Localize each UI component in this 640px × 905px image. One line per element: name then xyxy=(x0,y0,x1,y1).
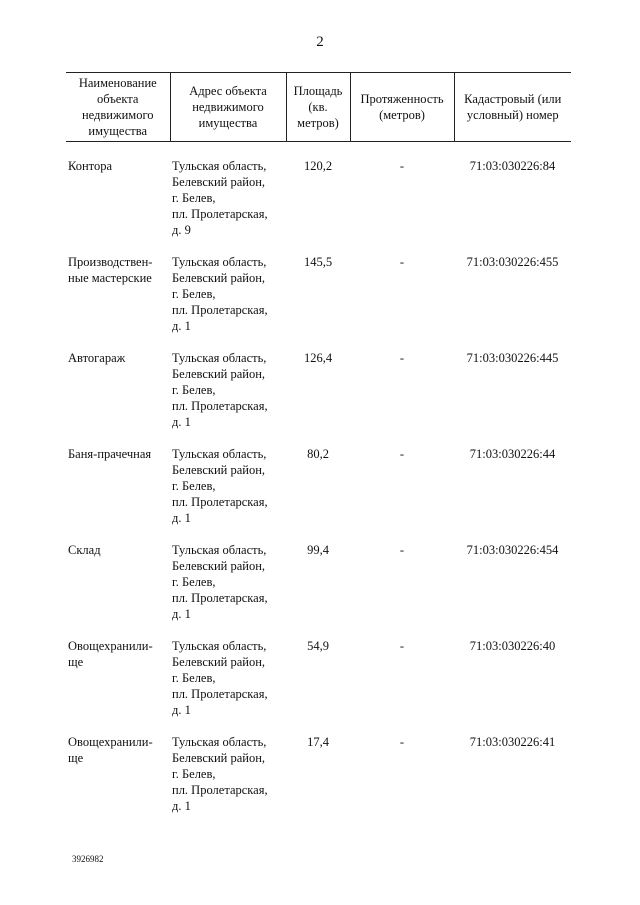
address-line: Белевский район, xyxy=(172,559,266,573)
cell-address xyxy=(170,446,286,542)
cell-name xyxy=(66,446,170,542)
address-line: г. Белев, xyxy=(172,191,216,205)
cell-area: 126,4 xyxy=(303,351,333,365)
cell-cadastral: 71:03:030226:455 xyxy=(466,255,559,269)
header-length: Протяженность (метров) xyxy=(350,73,454,142)
cell-name xyxy=(66,254,170,350)
address-line: г. Белев, xyxy=(172,479,216,493)
cell-address xyxy=(170,254,286,350)
cell-address xyxy=(170,638,286,734)
address-line: Белевский район, xyxy=(172,655,266,669)
address-line: д. 1 xyxy=(172,607,191,621)
name-line: Контора xyxy=(68,159,113,173)
table-row xyxy=(66,446,571,542)
name-line: Овощехранили- xyxy=(68,735,153,749)
cell-length: - xyxy=(399,159,405,173)
header-area: Площадь (кв. метров) xyxy=(286,73,350,142)
address-line: д. 9 xyxy=(172,223,191,237)
name-line: Овощехранили- xyxy=(68,639,153,653)
address-line: г. Белев, xyxy=(172,671,216,685)
cell-address xyxy=(170,142,286,255)
header-address: Адрес объекта недвижимого имущества xyxy=(170,73,286,142)
address-line: Белевский район, xyxy=(172,751,266,765)
table-row xyxy=(66,254,571,350)
name-line: Склад xyxy=(68,543,101,557)
cell-length: - xyxy=(399,255,405,269)
cell-area: 145,5 xyxy=(303,255,333,269)
cell-address xyxy=(170,350,286,446)
table-row xyxy=(66,350,571,446)
header-name: Наименование объекта недвижимого имущества xyxy=(66,73,170,142)
name-line: ще xyxy=(68,655,84,669)
address-line: Тульская область, xyxy=(172,639,267,653)
cell-cadastral: 71:03:030226:40 xyxy=(469,639,556,653)
address-line: г. Белев, xyxy=(172,287,216,301)
table-row xyxy=(66,142,571,255)
cell-cadastral: 71:03:030226:41 xyxy=(469,735,556,749)
cell-length: - xyxy=(399,351,405,365)
cell-cadastral: 71:03:030226:454 xyxy=(466,543,559,557)
address-line: Белевский район, xyxy=(172,271,266,285)
table-body xyxy=(66,142,571,831)
cell-cadastral: 71:03:030226:44 xyxy=(469,447,556,461)
cell-name xyxy=(66,542,170,638)
address-line: д. 1 xyxy=(172,415,191,429)
cell-name xyxy=(66,734,170,830)
header-cadastral: Кадастровый (или условный) номер xyxy=(454,73,571,142)
cell-length: - xyxy=(399,639,405,653)
address-line: д. 1 xyxy=(172,511,191,525)
cell-length: - xyxy=(399,735,405,749)
address-line: д. 1 xyxy=(172,799,191,813)
cell-area: 99,4 xyxy=(307,543,329,557)
cell-length: - xyxy=(399,543,405,557)
address-line: пл. Пролетарская, xyxy=(172,591,268,605)
cell-name xyxy=(66,638,170,734)
address-line: пл. Пролетарская, xyxy=(172,687,268,701)
property-table xyxy=(66,72,571,830)
cell-cadastral: 71:03:030226:445 xyxy=(466,351,559,365)
address-line: Белевский район, xyxy=(172,367,266,381)
cell-area: 120,2 xyxy=(303,159,333,173)
address-line: Белевский район, xyxy=(172,175,266,189)
address-line: д. 1 xyxy=(172,703,191,717)
cell-area: 80,2 xyxy=(307,447,329,461)
address-line: пл. Пролетарская, xyxy=(172,495,268,509)
cell-area: 17,4 xyxy=(307,735,329,749)
address-line: Тульская область, xyxy=(172,351,267,365)
cell-name xyxy=(66,142,170,255)
address-line: пл. Пролетарская, xyxy=(172,207,268,221)
address-line: Белевский район, xyxy=(172,463,266,477)
address-line: Тульская область, xyxy=(172,447,267,461)
address-line: пл. Пролетарская, xyxy=(172,783,268,797)
table-header-row xyxy=(66,73,571,142)
name-line: Автогараж xyxy=(68,351,126,365)
cell-cadastral: 71:03:030226:84 xyxy=(469,159,556,173)
cell-length: - xyxy=(399,447,405,461)
cell-address xyxy=(170,734,286,830)
address-line: д. 1 xyxy=(172,319,191,333)
name-line: ще xyxy=(68,751,84,765)
address-line: Тульская область, xyxy=(172,735,267,749)
address-line: г. Белев, xyxy=(172,767,216,781)
cell-area: 54,9 xyxy=(307,639,329,653)
address-line: Тульская область, xyxy=(172,159,267,173)
cell-address xyxy=(170,542,286,638)
table-row xyxy=(66,638,571,734)
address-line: г. Белев, xyxy=(172,383,216,397)
address-line: Тульская область, xyxy=(172,543,267,557)
address-line: Тульская область, xyxy=(172,255,267,269)
table-row xyxy=(66,734,571,830)
table-row xyxy=(66,542,571,638)
cell-name xyxy=(66,350,170,446)
name-line: Производствен- xyxy=(68,255,153,269)
document-code: 3926982 xyxy=(72,854,104,864)
address-line: пл. Пролетарская, xyxy=(172,303,268,317)
name-line: Баня-прачечная xyxy=(68,447,152,461)
address-line: пл. Пролетарская, xyxy=(172,399,268,413)
page-number: 2 xyxy=(316,34,324,50)
address-line: г. Белев, xyxy=(172,575,216,589)
name-line: ные мастерские xyxy=(68,271,152,285)
